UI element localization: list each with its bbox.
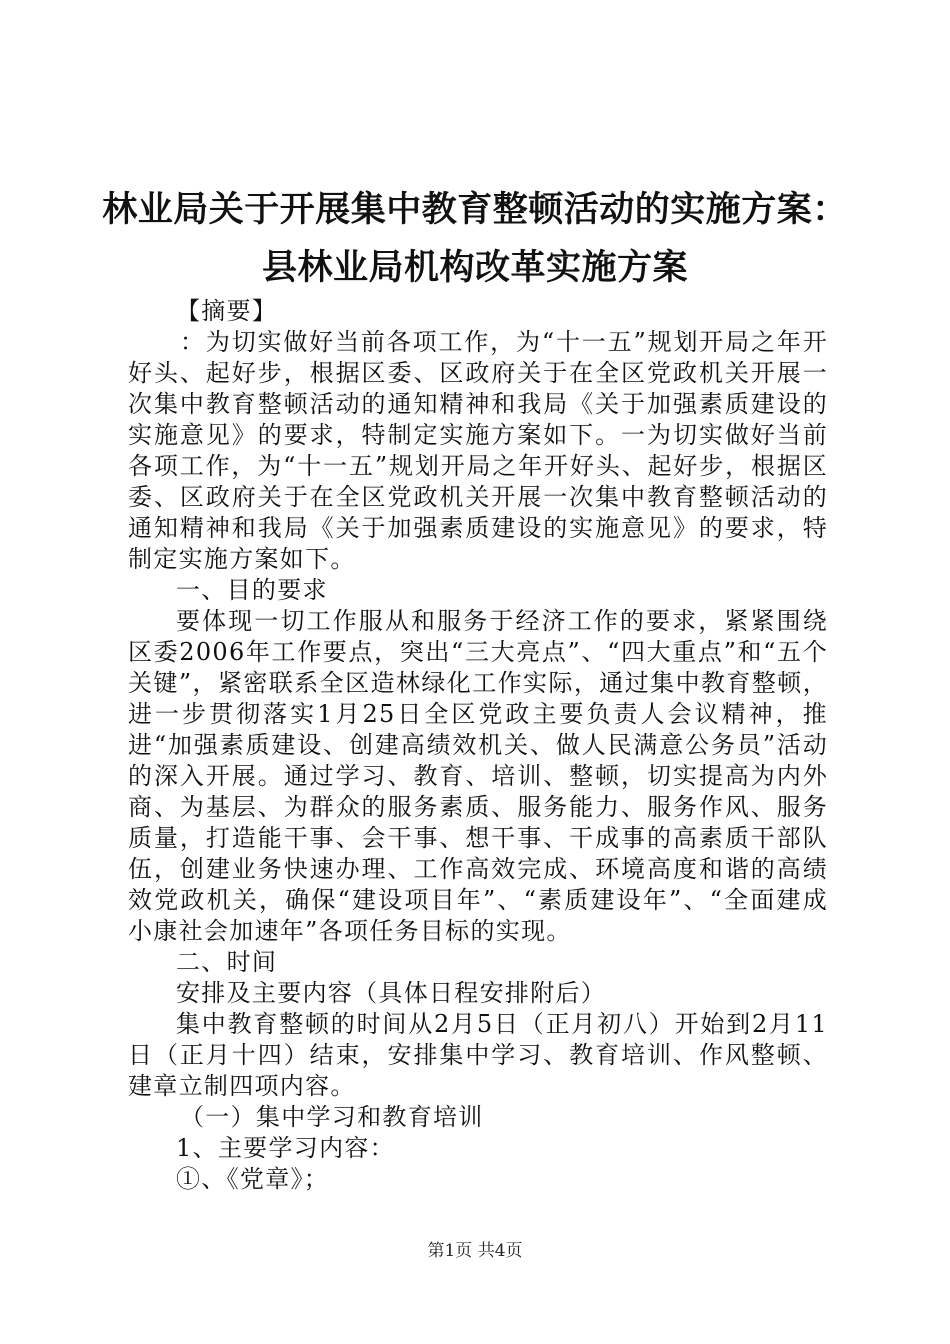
document-body xyxy=(128,296,828,1195)
purpose-paragraph: 要体现一切工作服从和服务于经济工作的要求，紧紧围绕区委2006年工作要点，突出“三大亮点”、“四大重点”和“五个关键”，紧密联系全区造林绿化工作实际，通过集中教育整顿，进一步贯彻落实1月25日全区党政主要负责人会议精神，推进“加强素质建设、创建高绩效机关、做人民满意公务员”活动的深入开展。通过学习、教育、培训、整顿，切实提高为内外商、为基层、为群众的服务素质、服务能力、服务作风、服务质量，打造能干事、会干事、想干事、干成事的高素质干部队伍，创建业务快速办理、工作高效完成、环境高度和谐的高绩效党政机关，确保“建设项目年”、“素质建设年”、“全面建成小康社会加速年”各项任务目标的实现。 xyxy=(128,607,828,945)
document-title-line-1: 林业局关于开展集中教育整顿活动的实施方案： xyxy=(102,189,848,230)
document-title-line-2: 县林业局机构改革实施方案 xyxy=(261,247,688,288)
section-heading-time: 二、时间 xyxy=(176,948,278,976)
page-footer: 第1页 共4页 xyxy=(427,1241,523,1261)
section-heading-purpose: 一、目的要求 xyxy=(176,576,328,604)
time-paragraph: 集中教育整顿的时间从2月5日（正月初八）开始到2月11日（正月十四）结束，安排集中学习、教育培训、作风整顿、建章立制四项内容。 xyxy=(128,1010,828,1100)
list-heading-study-content: 1、主要学习内容： xyxy=(176,1134,395,1162)
abstract-paragraph: ：为切实做好当前各项工作，为“十一五”规划开局之年开好头、起好步，根据区委、区政府关于在全区党政机关开展一次集中教育整顿活动的通知精神和我局《关于加强素质建设的实施意见》的要求，特制定实施方案如下。一为切实做好当前各项工作，为“十一五”规划开局之年开好头、起好步，根据区委、区政府关于在全区党政机关开展一次集中教育整顿活动的通知精神和我局《关于加强素质建设的实施意见》的要求，特制定实施方案如下。 xyxy=(128,328,828,573)
schedule-line: 安排及主要内容（具体日程安排附后） xyxy=(176,979,607,1007)
subsection-heading-study: （一）集中学习和教育培训 xyxy=(180,1103,484,1131)
abstract-label: 【摘要】 xyxy=(176,297,278,325)
list-item-party-constitution: ①、《党章》； xyxy=(176,1165,330,1193)
